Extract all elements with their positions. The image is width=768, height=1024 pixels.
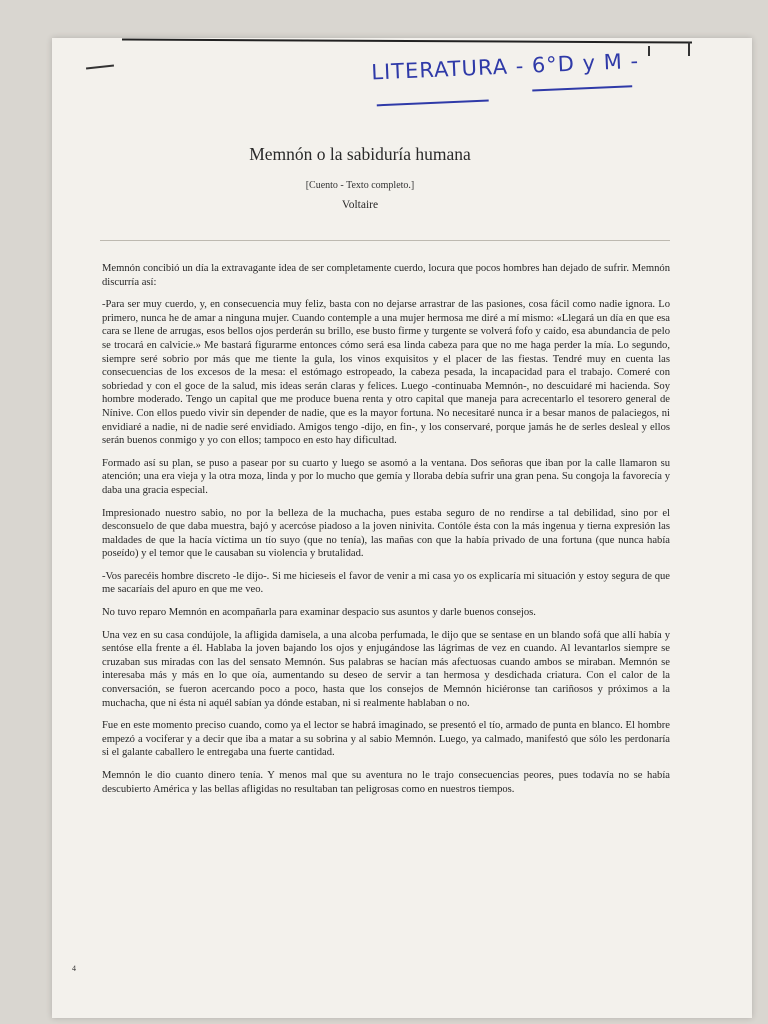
paragraph-4: Impresionado nuestro sabio, no por la belleza de la muchacha, pues estaba seguro de no rendirse a tal debilidad, sino por el desconsuelo de que daba muestra, bajó y acercóse piadoso a la joven ninivita. Contóle ésta con la más ingenua y tierna expresión las maldades de que la hacía víctima un tío suyo (que no tenía), las mañas con que la había privado de una fortuna (que nunca había poseído) y el temor que le causaban su violencia y brutalidad. <box>102 507 670 560</box>
document-subtitle: [Cuento - Texto completo.] <box>305 180 415 191</box>
story-body <box>102 262 670 805</box>
paragraph-9: Memnón le dio cuanto dinero tenía. Y menos mal que su aventura no le trajo consecuencias peores, pues todavía no se había descubierto América y las bellas afligidas no resultaban tan peligrosas como en nuestros tiempos. <box>102 770 670 795</box>
page-number: 4 <box>72 964 76 973</box>
paragraph-1: Memnón concibió un día la extravagante idea de ser completamente cuerdo, locura que pocos hombres han dejado de sufrir. Memnón discurría así: <box>102 263 670 288</box>
paragraph-2: -Para ser muy cuerdo, y, en consecuencia muy feliz, basta con no dejarse arrastrar de las pasiones, cosa fácil como nadie ignora. Lo primero, nunca he de amar a ninguna mujer. Cuando contemple a una mujer hermosa me diré a mí mismo: «Llegará un día en que esa cara se llene de arrugas, esos bellos ojos perderán su brillo, ese busto firme y turgente se volverá fofo y caído, esa abundancia de pelo se trocará en calvicie.» Me bastará figurarme entonces cómo será esa linda cabeza para que no me haga perder la mía. Lo segundo, siempre seré sobrio por más que me tiente la gula, los vinos exquisitos y el placer de las fiestas. Tendré muy en cuenta las consecuencias de los excesos de la mesa: el estómago estropeado, la cabeza pesada, la incapacidad para el trabajo. Comeré con sobriedad y con el goce de la salud, mis ideas serán claras y felices. Luego -continuaba Memnón-, no descuidaré mi hacienda. Soy hombre moderado. Tengo un capital que me produce buena renta y otro capital que maneja para acrecentarlo el tesorero general de Nínive. Con ellos puedo vivir sin depender de nadie, que es la mayor fortuna. No necesitaré nunca ir a besar manos de palaciegos, ni envidiaré a nadie, ni de nadie seré envidiado. Amigos tengo -dijo, en fin-, y los conservaré, porque jamás he de serles desleal y ellos serán buenos conmigo y yo con ellos; tampoco en esto hay dificultad. <box>102 299 670 447</box>
document-title: Memnón o la sabiduría humana <box>249 144 471 164</box>
header-divider <box>100 240 670 241</box>
paragraph-6: No tuvo reparo Memnón en acompañarla para examinar despacio sus asuntos y darle buenos consejos. <box>102 607 536 619</box>
paragraph-3: Formado así su plan, se puso a pasear por su cuarto y luego se asomó a la ventana. Dos señoras que iban por la calle llamaron su atención; una era vieja y la otra moza, linda y por lo mucho que gemía y lloraba debía sufrir una gran pena. Su congoja la favorecía y daba una gracia especial. <box>102 457 670 496</box>
paragraph-5: -Vos parecéis hombre discreto -le dijo-. Si me hicieseis el favor de venir a mi casa yo os explicaría mi situación y estoy segura de que me sacaríais del apuro en que me veo. <box>102 570 670 596</box>
handwritten-underline-1 <box>377 99 489 106</box>
document-author: Voltaire <box>341 199 379 211</box>
handwritten-text: LITERATURA - 6°D y M - <box>370 48 640 85</box>
handwritten-underline-2 <box>532 85 632 91</box>
paragraph-7: Una vez en su casa condújole, la afligida damisela, a una alcoba perfumada, le dijo que se sentase en un blando sofá que allí había y sentóse ella frente a él. Hablaba la joven bajando los ojos y enjugándose las lágrimas de vez en cuando. Al levantarlos siempre se cruzaban sus miradas con las del sensato Memnón. Sus palabras se hacían más afectuosas cuando ambos se miraban. Memnón se interesaba más y más en lo que oía, aumentando su deseo de servir a tan hermosa y desdichada criatura. Con el calor de la conversación, se fueron acercando poco a poco, hasta que los consejos de Memnón hiciéronse tan cariñosos y próximos a la muchacha, que ni ésta ni aquél sabían ya dónde estaban, ni si realmente hablaban o no. <box>102 629 670 709</box>
pen-mark-right <box>688 42 690 56</box>
paragraph-8: Fue en este momento preciso cuando, como ya el lector se habrá imaginado, se presentó el tío, armado de punta en blanco. El hombre empezó a vociferar y a decir que iba a matar a su sobrina y al sabio Memnón. Luego, ya calmado, manifestó que sólo les perdonaría si el galante caballero le entregaba una fuerte cantidad. <box>102 720 670 759</box>
